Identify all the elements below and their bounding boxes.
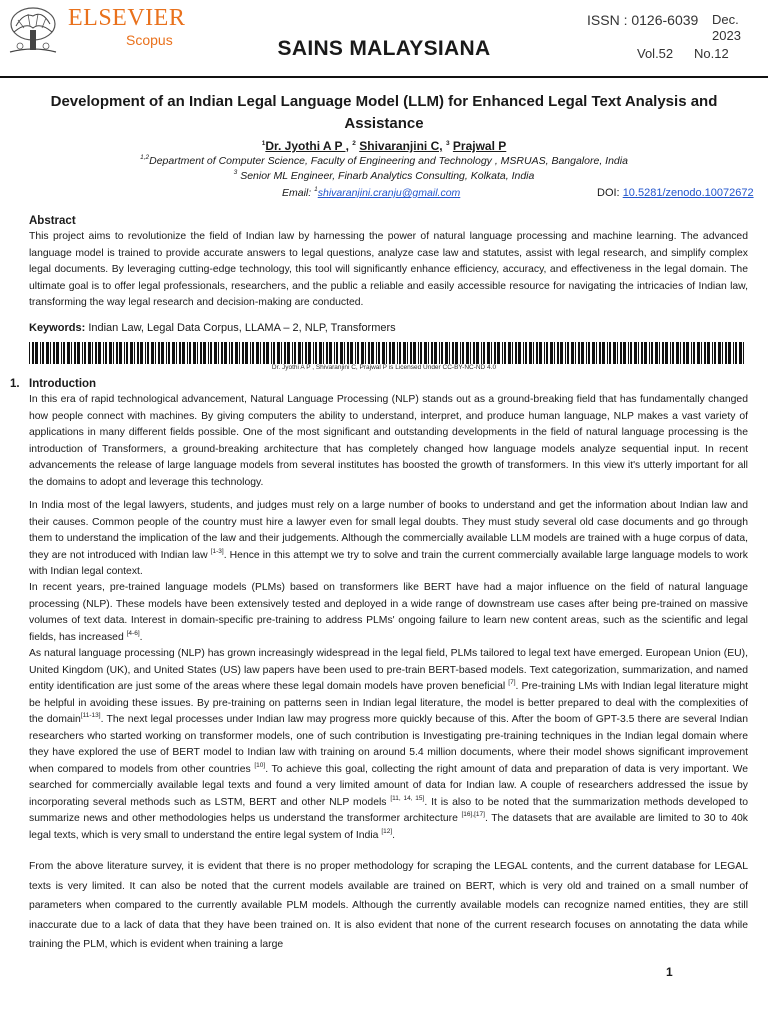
barcode-stripe [662, 342, 664, 364]
barcode-stripe [88, 342, 91, 364]
barcode-stripe [203, 342, 206, 364]
barcode-stripe [368, 342, 370, 364]
barcode-stripe [200, 342, 202, 364]
abstract-text: This project aims to revolutionize the field of Indian law by harnessing the power of natural language processing and machine learning. The advanced language model is trained to provide accurate answers to legal questions, analyze case law and statutes, assist with legal research, and simplify complex legal documents. By leveraging cutting-edge technology, this tool will significantly enhance efficiency, accuracy, and effectiveness in the legal domain. The ultimate goal is to offer legal professionals, researchers, and the public a reliable and easily accessible resource for navigating the intricacies of Indian law, transforming the way legal research and decision-making are conducted. [29, 231, 748, 308]
barcode-stripe [392, 342, 395, 364]
author-sup: 2 [352, 140, 356, 147]
author-sup: 3 [445, 140, 450, 147]
barcode-stripe [725, 342, 727, 364]
barcode-stripe [336, 342, 338, 364]
barcode-stripe [229, 342, 230, 364]
barcode-stripe [166, 342, 167, 364]
section-heading: Introduction [29, 378, 97, 390]
barcode-stripe [46, 342, 49, 364]
barcode-stripe [32, 342, 34, 364]
barcode-stripe [455, 342, 458, 364]
barcode-stripe [109, 342, 112, 364]
barcode-stripe [378, 342, 380, 364]
barcode-stripe [302, 342, 303, 364]
barcode-stripe [544, 342, 545, 364]
author-name: Shivaranjini C, [359, 139, 443, 153]
barcode-stripe [508, 342, 511, 364]
barcode-stripe [376, 342, 377, 364]
barcode-stripe [735, 342, 737, 364]
barcode-stripe [56, 342, 59, 364]
barcode-stripe [371, 342, 374, 364]
barcode-stripe [707, 342, 710, 364]
barcode-stripe [277, 342, 280, 364]
barcode-stripe [630, 342, 632, 364]
barcode-stripe [691, 342, 692, 364]
barcode-stripe [460, 342, 461, 364]
barcode-stripe [714, 342, 716, 364]
barcode-stripe [672, 342, 674, 364]
barcode-stripe [214, 342, 217, 364]
barcode-stripe [158, 342, 160, 364]
barcode-stripe [592, 342, 595, 364]
paragraph-text: . To achieve this goal, collecting the right amount of data and preparation of data is very important. We searched for commercially available legal texts and found a very limited amount of data for Indian law. A couple of researchers addressed the issue by incorporating several methods such as LSTM, BERT and other NLP models [29, 763, 748, 808]
barcode-stripe [61, 342, 62, 364]
barcode-stripe [260, 342, 261, 364]
barcode-stripe [462, 342, 464, 364]
barcode-stripe [560, 342, 563, 364]
barcode-stripe [539, 342, 542, 364]
citation: [11-13] [80, 712, 101, 719]
barcode-stripe [494, 342, 496, 364]
barcode-stripe [84, 342, 86, 364]
barcode-stripe [529, 342, 532, 364]
barcode-stripe [82, 342, 83, 364]
barcode-stripe [77, 342, 80, 364]
barcode-stripe [239, 342, 240, 364]
barcode-stripe [168, 342, 170, 364]
barcode-stripe [575, 342, 576, 364]
barcode-stripe [739, 342, 742, 364]
barcode-stripe [502, 342, 503, 364]
barcode-stripe [355, 342, 356, 364]
barcode-stripe [712, 342, 713, 364]
paragraph-text: . [392, 829, 396, 841]
citation: [7] [508, 679, 516, 686]
barcode-stripe [103, 342, 104, 364]
barcode-stripe [407, 342, 408, 364]
keywords-line [29, 321, 396, 335]
volume: Vol.52 [637, 46, 674, 61]
barcode-stripe [680, 342, 681, 364]
paper-title: Development of an Indian Legal Language Model (LLM) for Enhanced Legal Text Analysis and Assistance [50, 93, 718, 132]
citation: [12] [381, 827, 393, 835]
barcode-stripe [105, 342, 107, 364]
barcode-stripe [418, 342, 419, 364]
citation: [10] [254, 761, 266, 769]
barcode-stripe [305, 342, 307, 364]
doi-label: DOI: [597, 187, 620, 199]
barcode-stripe [599, 342, 601, 364]
barcode-stripe [697, 342, 700, 364]
barcode-stripe [550, 342, 553, 364]
barcode-stripe [145, 342, 146, 364]
keywords-text: Indian Law, Legal Data Corpus, LLAMA – 2, NLP, Transformers [88, 322, 396, 334]
barcode-stripe [512, 342, 513, 364]
barcode-stripe [92, 342, 93, 364]
doi-link[interactable]: 10.5281/zenodo.10072672 [622, 187, 754, 199]
keywords-label: Keywords: [29, 322, 86, 334]
barcode-stripe [231, 342, 233, 364]
citation: [11, 14, 15] [390, 794, 425, 802]
barcode-stripe [119, 342, 122, 364]
email-link[interactable]: shivaranjini.cranju@gmail.com [317, 187, 461, 199]
paragraph-text: In India most of the legal lawyers, students, and judges must rely on a large number of books to understand and get the information about Indian law and their causes. Common people of the country must hire a lawyer even for small legal doubts. They must study several old case documents and go through them to understand the implication of the law and their judgements. Although the commercially available LLM models are trained with a huge corpus of data, they are not introduced with Indian law [29, 500, 748, 561]
barcode-stripe [67, 342, 70, 364]
intro-paragraph-1: In this era of rapid technological advancement, Natural Language Processing (NLP) stands out as a ground-breaking field that has fundamentally changed how people connect with machines. By giving computers the ability to understand, interpret, and produce human language, NLP makes a vast variety of applications in many different fields possible. One of the most significant and outstanding developments in the field of natural language processing is the introduction of Transformers, a ground-breaking architecture that has completely changed how language models analyze sequential input. In recent advancements the release of large language models from several institutes has boosted the growth of transformers. In this view it's utterly important for all the domains to adopt and leverage this technology. [29, 394, 748, 488]
citation: [16],[17] [461, 811, 485, 818]
barcode-stripe [607, 342, 608, 364]
barcode-stripe [137, 342, 139, 364]
barcode-stripe [546, 342, 548, 364]
barcode-stripe [476, 342, 479, 364]
intro-paragraph-5: From the above literature survey, it is evident that there is no proper methodology for scraping the LEGAL contents, and the current database for LEGAL texts is very limited. It can also be noted that the current models available are trained on BERT, which is very old and trained on a small number of parameters when compared to the currently available PLM models. Although the currently available models can recognize named entities, they are still inaccurate due to a lack of data that they have been trained on. It is also evident that none of the current research focuses on annotating the data while training the PLM, which is evident when training a large [29, 861, 748, 950]
barcode-stripe [578, 342, 580, 364]
barcode-stripe [281, 342, 282, 364]
barcode-stripe [53, 342, 55, 364]
barcode-stripe [504, 342, 506, 364]
barcode-stripe [50, 342, 51, 364]
author-name: Dr. Jyothi A P , [265, 139, 349, 153]
barcode-stripe [602, 342, 605, 364]
barcode-stripe [284, 342, 286, 364]
barcode-stripe [172, 342, 175, 364]
intro-paragraph-4 [29, 646, 748, 844]
barcode-stripe [315, 342, 317, 364]
barcode-stripe [357, 342, 359, 364]
barcode-stripe [250, 342, 251, 364]
barcode-stripe [449, 342, 450, 364]
barcode-stripe [350, 342, 353, 364]
barcode-stripe [235, 342, 238, 364]
barcode-stripe [609, 342, 611, 364]
license-barcode [29, 342, 748, 364]
barcode-stripe [329, 342, 332, 364]
barcode-stripe [649, 342, 650, 364]
barcode-stripe [638, 342, 639, 364]
barcode-stripe [487, 342, 490, 364]
barcode-stripe [63, 342, 65, 364]
barcode-stripe [319, 342, 322, 364]
barcode-stripe [722, 342, 723, 364]
barcode-stripe [410, 342, 412, 364]
affiliation-sup: 3 [233, 169, 238, 176]
barcode-stripe [95, 342, 97, 364]
barcode-stripe [586, 342, 587, 364]
barcode-stripe [256, 342, 259, 364]
barcode-stripe [718, 342, 721, 364]
barcode-stripe [733, 342, 734, 364]
barcode-stripe [74, 342, 76, 364]
barcode-stripe [35, 342, 38, 364]
paragraph-text: . The next legal processes under Indian law may progress more quickly because of this. After the boom of GPT-3.5 there are several Indian researchers who started working on transformer models, one of such contribution is Investigating pre-training techniques in the Indian legal domain where they have explored the use of BERT model to Indian law with training on around 5.4 million documents, where their model shows significant improvement when compared to models from other countries [29, 714, 748, 775]
barcode-stripe [344, 342, 345, 364]
barcode-stripe [515, 342, 517, 364]
barcode-stripe [308, 342, 311, 364]
issn: ISSN : 0126-6039 [587, 12, 699, 28]
barcode-stripe [628, 342, 629, 364]
barcode-stripe [71, 342, 72, 364]
issue-number: No.12 [694, 46, 729, 61]
barcode-stripe [323, 342, 324, 364]
barcode-stripe [189, 342, 191, 364]
abstract-heading: Abstract [29, 215, 76, 227]
barcode-stripe [224, 342, 227, 364]
barcode-stripe [620, 342, 622, 364]
barcode-stripe [701, 342, 702, 364]
barcode-stripe [193, 342, 196, 364]
barcode-stripe [431, 342, 433, 364]
citation: [1-3] [210, 547, 224, 555]
barcode-stripe [210, 342, 212, 364]
barcode-stripe [623, 342, 626, 364]
barcode-stripe [130, 342, 133, 364]
barcode-stripe [536, 342, 538, 364]
barcode-stripe [252, 342, 254, 364]
barcode-stripe [134, 342, 135, 364]
barcode-stripe [42, 342, 44, 364]
paragraph-text: As natural language processing (NLP) has grown increasingly widespread in the legal field, PLMs tailored to legal text have emerged. European Union (EU), United Kingdom (UK), and United States (US) law papers have been used to pre-train BERT-based models. Text categorization, summarization, and named entity identification are just some of the areas where these legal domain models have proven beneficial [29, 648, 748, 692]
barcode-stripe [613, 342, 616, 364]
barcode-stripe [434, 342, 437, 364]
section-number: 1. [10, 378, 20, 390]
intro-paragraph-2 [29, 498, 748, 581]
barcode-stripe [29, 342, 30, 364]
barcode-stripe [292, 342, 293, 364]
barcode-stripe [98, 342, 101, 364]
barcode-stripe [273, 342, 275, 364]
barcode-stripe [525, 342, 527, 364]
author-name: Prajwal P [452, 139, 507, 153]
barcode-stripe [399, 342, 401, 364]
paragraph-text: . It is also to be noted that the summarization methods developed to summarize news and other methodologies helps us understand the transformer architecture [29, 796, 749, 824]
barcode-stripe [473, 342, 475, 364]
barcode-stripe [413, 342, 416, 364]
barcode-stripe [365, 342, 366, 364]
barcode-stripe [693, 342, 695, 364]
barcode-stripe [266, 342, 269, 364]
barcode-stripe [179, 342, 181, 364]
barcode-stripe [298, 342, 301, 364]
author-sup: 1 [261, 140, 266, 147]
barcode-stripe [218, 342, 219, 364]
barcode-stripe [441, 342, 443, 364]
email-label: Email: [282, 187, 312, 199]
barcode-stripe [554, 342, 555, 364]
barcode-stripe [704, 342, 706, 364]
barcode-stripe [676, 342, 679, 364]
barcode-stripe [617, 342, 618, 364]
barcode-stripe [182, 342, 185, 364]
barcode-stripe [294, 342, 296, 364]
header-divider [0, 76, 768, 78]
barcode-stripe [571, 342, 574, 364]
issue-date: Dec. 2023 [712, 12, 741, 43]
barcode-stripe [140, 342, 143, 364]
barcode-stripe [161, 342, 164, 364]
barcode-stripe [634, 342, 637, 364]
affiliation-sup: 1,2 [140, 154, 150, 161]
barcode-stripe [263, 342, 265, 364]
barcode-stripe [644, 342, 647, 364]
barcode-stripe [659, 342, 660, 364]
doi-line [597, 187, 754, 200]
barcode-stripe [397, 342, 398, 364]
intro-paragraph-3 [29, 580, 748, 646]
barcode-stripe [581, 342, 584, 364]
barcode-stripe [670, 342, 671, 364]
barcode-stripe [382, 342, 385, 364]
affiliation [0, 170, 768, 183]
email-sup: 1 [314, 186, 318, 193]
barcode-stripe [403, 342, 406, 364]
barcode-stripe [245, 342, 248, 364]
barcode-stripe [491, 342, 492, 364]
barcode-stripe [176, 342, 177, 364]
barcode-stripe [420, 342, 422, 364]
publisher-name: ELSEVIER [68, 5, 186, 31]
barcode-stripe [523, 342, 524, 364]
barcode-stripe [728, 342, 731, 364]
paragraph-text: . The datasets that are available are limited to 30 to 40k legal texts, which is very small to understand the entire legal system of India [29, 813, 748, 841]
barcode-stripe [557, 342, 559, 364]
affiliation [0, 155, 768, 168]
barcode-stripe [743, 342, 744, 364]
author-list [0, 139, 768, 153]
barcode-stripe [271, 342, 272, 364]
barcode-stripe [596, 342, 597, 364]
paragraph-text: . [139, 631, 143, 643]
license-text: Dr. Jyothi A P , Shivaranjini C, Prajwal P is Licensed Under CC-BY-NC-ND 4.0 [271, 364, 497, 371]
barcode-stripe [588, 342, 590, 364]
barcode-stripe [221, 342, 223, 364]
barcode-stripe [113, 342, 114, 364]
barcode-stripe [683, 342, 685, 364]
barcode-stripe [151, 342, 154, 364]
barcode-stripe [361, 342, 364, 364]
barcode-stripe [389, 342, 391, 364]
affiliation-text: Senior ML Engineer, Finarb Analytics Consulting, Kolkata, India [240, 170, 535, 182]
page-number: 1 [666, 965, 673, 979]
barcode-stripe [481, 342, 482, 364]
paragraph-text: . Pre-training LMs with Indian legal literature might be helpful in avoiding these issues. By pre-training on patterns seen in Indian legal literature, the model is better prepared to deal with the complexities of the domain [29, 681, 749, 725]
barcode-stripe [187, 342, 188, 364]
barcode-stripe [197, 342, 198, 364]
barcode-stripe [428, 342, 429, 364]
barcode-stripe [466, 342, 469, 364]
affiliation-text: Department of Computer Science, Faculty of Engineering and Technology , MSRUAS, Bangalore, India [149, 155, 628, 167]
barcode-stripe [287, 342, 290, 364]
barcode-stripe [326, 342, 328, 364]
barcode-stripe [665, 342, 668, 364]
barcode-stripe [655, 342, 658, 364]
barcode-stripe [445, 342, 448, 364]
barcode-stripe [567, 342, 569, 364]
barcode-stripe [651, 342, 653, 364]
barcode-stripe [334, 342, 335, 364]
barcode-stripe [518, 342, 521, 364]
paragraph-text: In recent years, pre-trained language models (PLMs) based on transformers like BERT have had a major influence on the field of natural language processing (NLP). These models have been extensively tested and deployed in a wide range of downstream use cases after being pre-trained on massive volumes of text data. Interest in domain-specific pre-training to address PLMs' ongoing failure to learn new content areas, such as the scientific and legal fields, has increased [29, 582, 748, 643]
barcode-stripe [470, 342, 471, 364]
barcode-stripe [424, 342, 427, 364]
barcode-stripe [313, 342, 314, 364]
barcode-stripe [686, 342, 689, 364]
barcode-stripe [386, 342, 387, 364]
index-name: Scopus [126, 32, 173, 48]
barcode-stripe [439, 342, 440, 364]
paragraph-text: . Hence in this attempt we try to solve and train the current commercially available large language models to work with Indian legal context. [29, 549, 748, 577]
barcode-stripe [242, 342, 244, 364]
email-line [282, 187, 460, 200]
barcode-stripe [483, 342, 485, 364]
barcode-stripe [147, 342, 149, 364]
barcode-stripe [124, 342, 125, 364]
barcode-stripe [126, 342, 128, 364]
barcode-stripe [497, 342, 500, 364]
barcode-stripe [116, 342, 118, 364]
barcode-stripe [340, 342, 343, 364]
barcode-stripe [533, 342, 534, 364]
citation: [4-6] [126, 629, 140, 637]
barcode-stripe [40, 342, 41, 364]
barcode-stripe [641, 342, 643, 364]
barcode-stripe [155, 342, 156, 364]
barcode-stripe [347, 342, 349, 364]
barcode-stripe [565, 342, 566, 364]
journal-title: SAINS MALAYSIANA [277, 37, 491, 60]
barcode-stripe [452, 342, 454, 364]
barcode-stripe [208, 342, 209, 364]
